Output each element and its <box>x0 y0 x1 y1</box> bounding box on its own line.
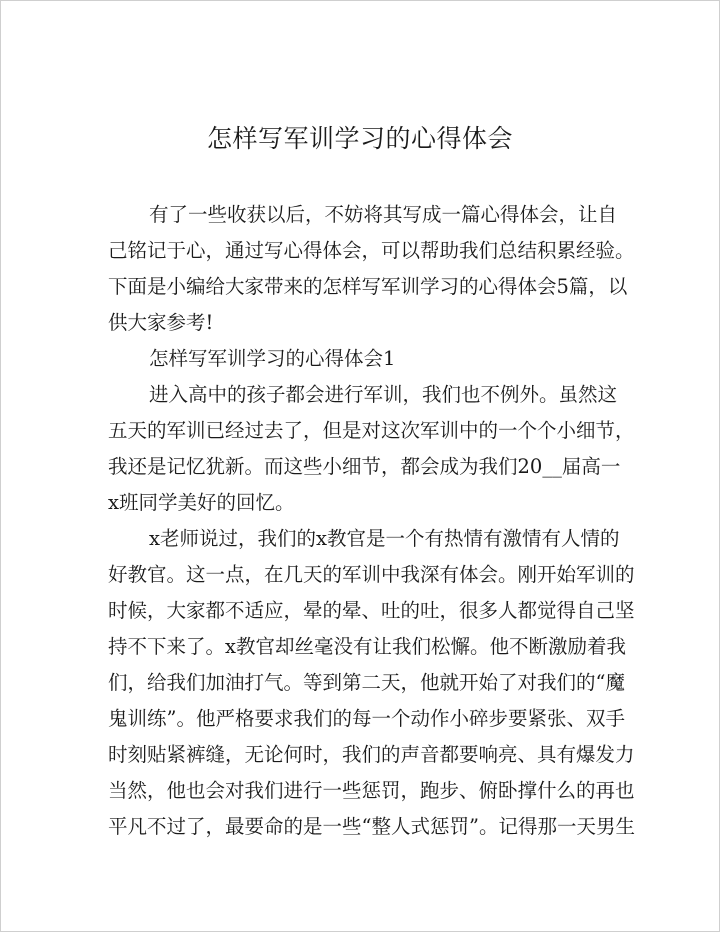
paragraph-line: 持不下来了。x教官却丝毫没有让我们松懈。他不断激励着我 <box>108 635 626 658</box>
paragraph-line: x老师说过，我们的x教官是一个有热情有激情有人情的 <box>149 527 620 550</box>
paragraph-line: 们，给我们加油打气。等到第二天，他就开始了对我们的“魔 <box>108 671 625 694</box>
paragraph-line: 进入高中的孩子都会进行军训，我们也不例外。虽然这 <box>149 383 618 406</box>
paragraph-line: 平凡不过了，最要命的是一些“整人式惩罚”。记得那一天男生 <box>108 815 635 838</box>
paragraph-line: 时候，大家都不适应，晕的晕、吐的吐，很多人都觉得自己坚 <box>108 599 635 622</box>
paragraph-line: 鬼训练”。他严格要求我们的每一个动作小碎步要紧张、双手 <box>108 707 625 730</box>
paragraph-line: 好教官。这一点，在几天的军训中我深有体会。刚开始军训的 <box>108 563 635 586</box>
paragraph-line: 下面是小编给大家带来的怎样写军训学习的心得体会5篇，以 <box>108 275 628 298</box>
paragraph-line: x班同学美好的回忆。 <box>108 491 295 514</box>
paragraph-line: 供大家参考! <box>108 311 214 334</box>
paragraph-line: 己铭记于心，通过写心得体会，可以帮助我们总结积累经验。 <box>108 239 635 262</box>
paragraph-line: 五天的军训已经过去了，但是对这次军训中的一个个小细节， <box>108 419 635 442</box>
paragraph-line: 有了一些收获以后，不妨将其写成一篇心得体会，让自 <box>149 203 618 226</box>
paragraph-line: 时刻贴紧裤缝，无论何时，我们的声音都要响亮、具有爆发力 <box>108 743 635 766</box>
section-heading: 怎样写军训学习的心得体会1 <box>149 347 396 370</box>
document-title: 怎样写军训学习的心得体会 <box>206 124 513 153</box>
paragraph-line: 当然，他也会对我们进行一些惩罚，跑步、俯卧撑什么的再也 <box>108 779 635 802</box>
paragraph-line: 我还是记忆犹新。而这些小细节，都会成为我们20__届高一 <box>108 455 621 478</box>
